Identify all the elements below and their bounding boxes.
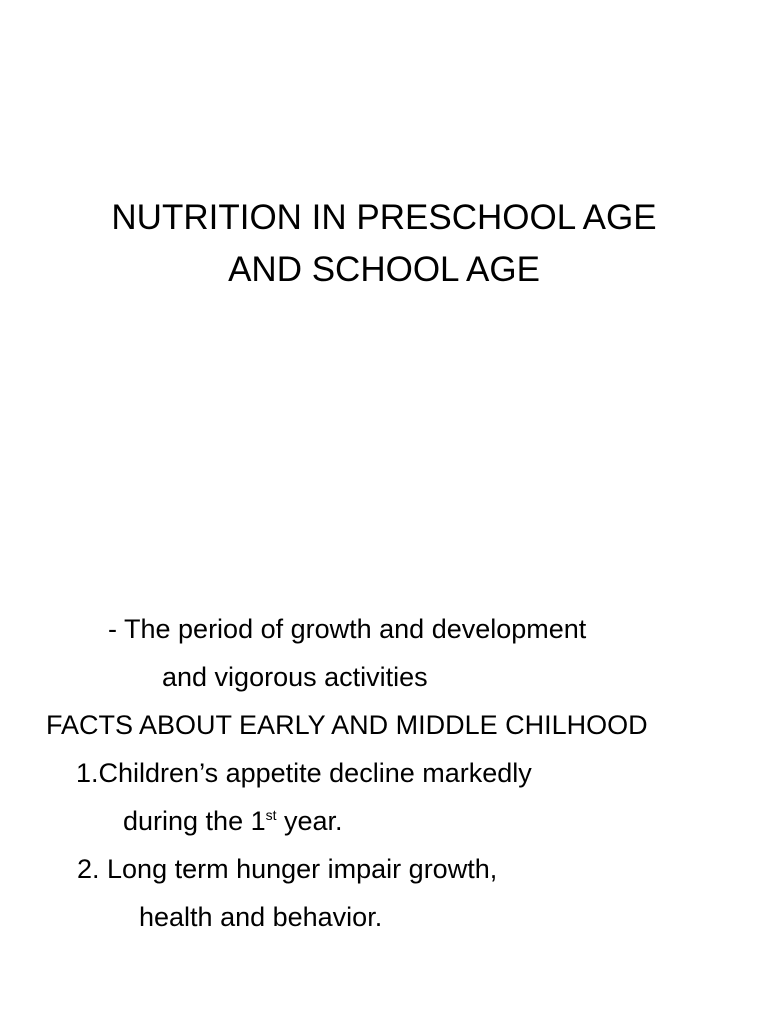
fact-item-continued: health and behavior. — [139, 902, 383, 932]
title-line: NUTRITION IN PRESCHOOL AGE — [111, 198, 657, 237]
fact-text: during the 1 — [123, 806, 266, 836]
fact-item-continued — [123, 804, 343, 838]
facts-heading: FACTS ABOUT EARLY AND MIDDLE CHILHOOD — [46, 710, 648, 740]
definition-line: - The period of growth and development — [108, 614, 587, 644]
fact-item: 2. Long term hunger impair growth, — [77, 854, 498, 884]
definition-line-continued: and vigorous activities — [162, 662, 428, 692]
slide-title — [0, 192, 768, 296]
ordinal-suffix: st — [265, 807, 277, 823]
fact-text: year. — [276, 806, 343, 836]
title-line: AND SCHOOL AGE — [228, 250, 540, 289]
fact-item: 1.Children’s appetite decline markedly — [76, 758, 532, 788]
